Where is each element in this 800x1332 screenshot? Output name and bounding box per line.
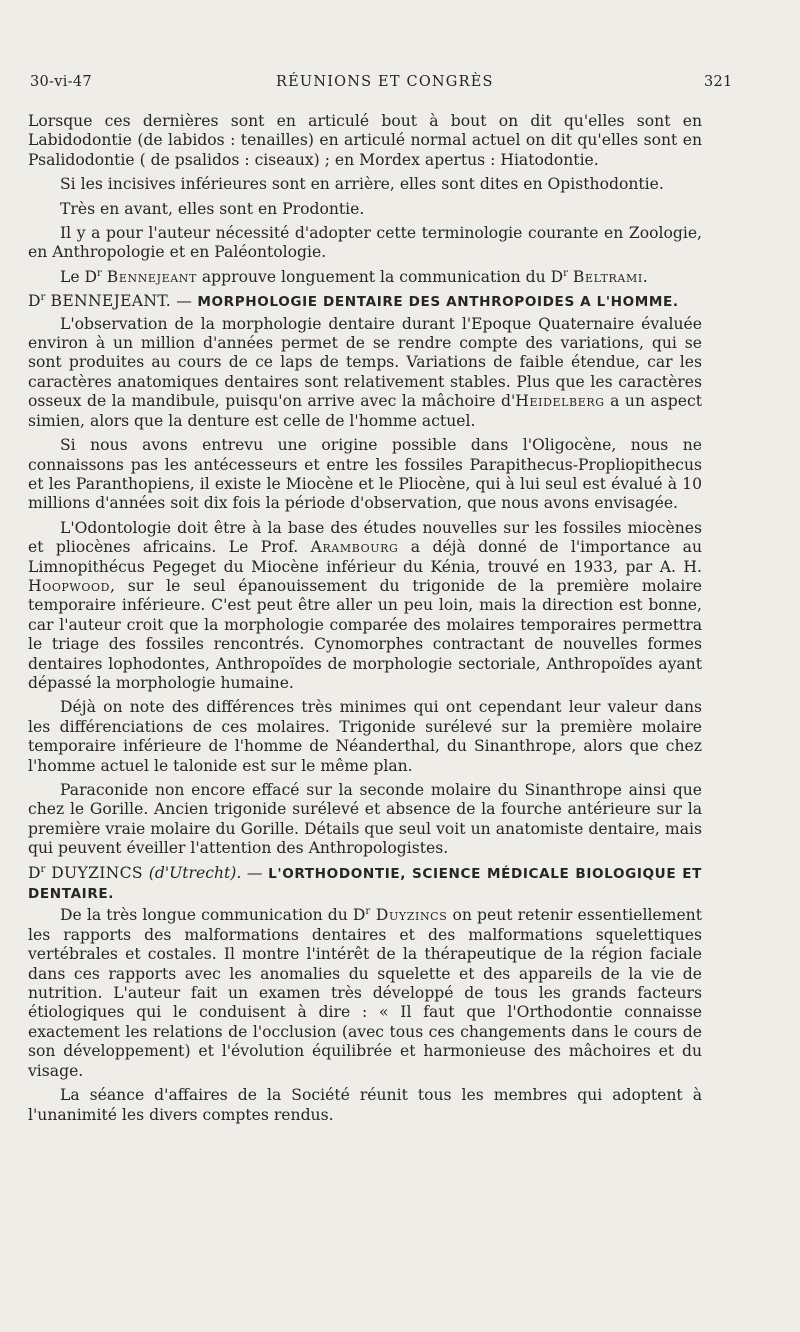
superscript: r (40, 292, 46, 304)
paragraph: Paraconide non encore effacé sur la seconde molaire du Sinanthrope ainsi que chez le Gorille. Ancien trigonide surélevé et absence de la fourche antérieure sur la première vraie molaire du Gorille. Détails que seul voit un anatomiste dentaire, mais qui peuvent éveiller l'attention des Anthropologistes. (28, 781, 702, 858)
text-run: L'observation de la morphologie dentaire durant l'Epoque Quaternaire évaluée environ à un million d'années permet de se rendre compte des variations, qui se sont produites au cours de ce laps de temps. Variations de faible étendue, car les caractères anatomiques dentaires sont relativement stables. Plus que les caractères osseux de la mandibule, puisqu'on arrive avec la mâchoire d' (28, 314, 702, 411)
paragraph: Très en avant, elles sont en Prodontie. (60, 199, 365, 218)
paragraph: Lorsque ces dernières sont en articulé bout à bout on dit qu'elles sont en Labidodontie (de labidos : tenailles) en articulé normal actuel on dit qu'elles sont en Psalidodontie ( de psalidos : ciseaux) ; en Mordex apertus : Hiatodontie. (28, 112, 702, 169)
paragraph: Si les incisives inférieures sont en arrière, elles sont dites en Opisthodontie. (60, 175, 664, 194)
paragraph (28, 315, 702, 431)
running-header (30, 74, 800, 96)
paragraph: Déjà on note des différences très minimes qui ont cependant leur valeur dans les différenciations de ces molaires. Trigonide surélevé sur la première molaire temporaire inférieure de l'homme de Néanderthal, du Sinanthrope, alors que chez l'homme actuel le talonide est sur le même plan. (28, 698, 702, 775)
text-run: De la très longue communication du D (60, 906, 366, 925)
paragraph (28, 519, 702, 694)
paragraph: Si nous avons entrevu une origine possible dans l'Oligocène, nous ne connaissons pas les antécesseurs et entre les fossiles Parapithecus-Propliopithecus et les Paranthopiens, il existe le Miocène et le Pliocène, qui à lui seul est évalué à 10 millions d'années soit dix fois la période d'observation, que nous avons envisagée. (28, 436, 702, 513)
person-name: Hoopwood (28, 576, 110, 595)
superscript: r (365, 906, 371, 918)
text-run: D (28, 863, 41, 882)
section-author: BENNEJEANT. — (45, 292, 198, 311)
person-name: Beltrami (572, 267, 643, 286)
text-run: L'Odontologie doit être à la base des études nouvelles sur les fossiles miocènes et pliocènes africains. Le Prof. (28, 518, 702, 557)
paragraph (28, 906, 702, 1081)
person-name: Heidelberg (515, 392, 605, 411)
text-run: on peut retenir essentiellement les rapports des malformations dentaires et des malformations squelettiques vertébrales et costales. Il montre l'intérêt de la thérapeutique de la région faciale dans ces rapports avec les anomalies du squelette et des appareils de la vie de nutrition. L'auteur fait un examen très développé de tous les grands facteurs étiologiques qui le conduisent à dire : « Il faut que l'Orthodontie connaisse exactement les relations de l'occlusion (avec tous ces changements dans le cours de son développement) et l'évolution équilibrée et harmonieuse des mâchoires et du visage. (28, 906, 702, 1080)
text-run: , sur le seul épanouissement du trigonide de la première molaire temporaire inférieure. C'est peut être aller un peu loin, mais la direction est bonne, car l'auteur croit que la morphologie comparée des molaires temporaires permettra le triage des fossiles rencontrés. Cynomorphes contractant de nouvelles formes dentaires lophodontes, Anthropoïdes de morphologie sectoriale, Anthropoïdes ayant dépassé la morphologie humaine. (28, 576, 702, 692)
section-location: (d'Utrecht). (148, 863, 242, 882)
paragraph (28, 268, 702, 287)
page-number: 321 (704, 74, 733, 90)
header-title: RÉUNIONS ET CONGRÈS (276, 74, 494, 90)
text-run: D (28, 292, 41, 311)
section-heading (28, 864, 702, 905)
paragraph: Il y a pour l'auteur nécessité d'adopter cette terminologie courante en Zoologie, en Anthropologie et en Paléontologie. (28, 224, 702, 262)
header-date: 30-vi-47 (30, 74, 92, 90)
text-run: a déjà donné de l'importance au Limnopithécus Pegeget du Miocène inférieur du Kénia, trouvé en 1933, par A. H. (28, 538, 703, 576)
section-title: MORPHOLOGIE DENTAIRE DES ANTHROPOIDES A L'HOMME. (197, 294, 679, 311)
superscript: r (97, 267, 102, 279)
page-body (28, 112, 702, 1130)
text-run: approuve longuement la communication du D (196, 267, 564, 286)
text-run: a un aspect simien, alors que la denture est celle de l'homme actuel. (28, 392, 703, 430)
section-author: DUYZINCS (45, 863, 149, 882)
person-name: Bennejeant (106, 267, 197, 286)
text-run: Le D (60, 267, 98, 286)
paragraph: La séance d'affaires de la Société réunit tous les membres qui adoptent à l'unanimité les divers comptes rendus. (28, 1086, 702, 1124)
person-name: Duyzincs (370, 906, 448, 925)
superscript: r (40, 863, 46, 875)
text-run: — (241, 863, 269, 882)
section-heading (28, 292, 702, 312)
person-name: Arambourg (310, 538, 399, 557)
section-title: L'ORTHODONTIE, SCIENCE MÉDICALE BIOLOGIQUE ET DENTAIRE. (28, 865, 702, 903)
superscript: r (563, 267, 568, 279)
text-run: . (642, 267, 648, 286)
